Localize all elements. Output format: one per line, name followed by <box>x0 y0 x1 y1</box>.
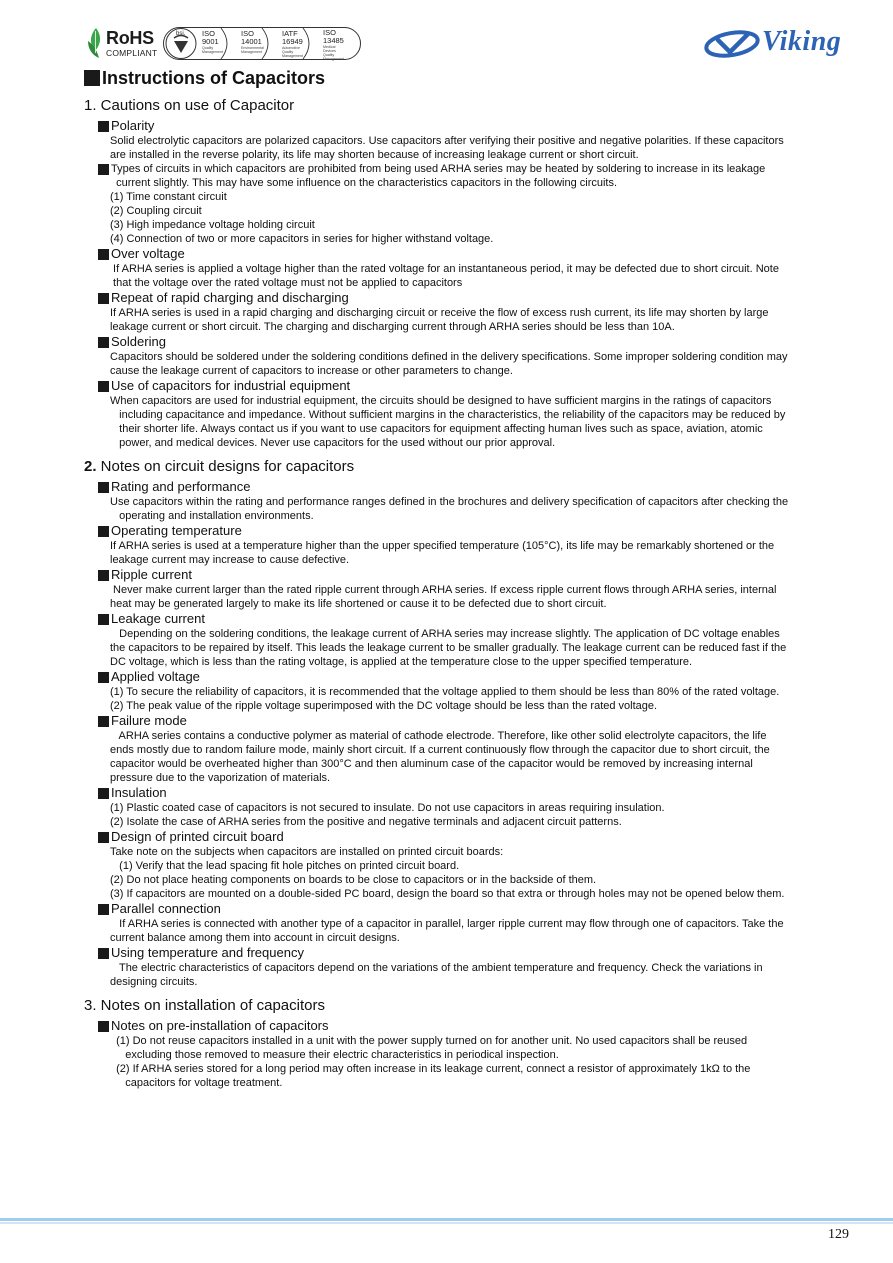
paragraph-line: (2) Coupling circuit <box>110 205 202 217</box>
paragraph <box>110 394 854 450</box>
paragraph-line: that the voltage over the rated voltage must not be applied to capacitors <box>110 277 463 289</box>
paragraph <box>110 801 854 829</box>
paragraph-line: including capacitance and impedance. Without sufficient margins in the characteristics, the reliability of the capacitors may be reduced by <box>110 409 786 421</box>
section-number: 3. <box>84 997 97 1014</box>
rohs-subtitle: COMPLIANT <box>106 48 158 58</box>
bullet-square-icon <box>98 337 109 348</box>
bullet-square-icon <box>98 121 109 132</box>
paragraph-line: If ARHA series is used at a temperature higher than the upper specified temperature (105°C), its life may be remarkably shortened or the <box>110 540 775 552</box>
bullet-square-icon <box>98 672 109 683</box>
paragraph-line: Depending on the soldering conditions, the leakage current of ARHA series may increase slightly. The application of DC voltage enables <box>110 628 780 640</box>
subsection-heading <box>98 669 854 685</box>
subsection-title: Over voltage <box>111 246 185 261</box>
subsection-title: Use of capacitors for industrial equipment <box>111 378 351 393</box>
paragraph <box>110 917 854 945</box>
paragraph-line: are installed in the reverse polarity, its life may shorten because of increasing leakage current or short circuit. <box>110 149 639 161</box>
subsection-heading <box>98 785 854 801</box>
section-number: 1. <box>84 97 97 114</box>
section-title: Notes on installation of capacitors <box>96 997 325 1014</box>
bullet-square-icon <box>98 381 109 392</box>
paragraph-line: (2) Do not place heating components on boards to be close to capacitors or in the backside of them. <box>110 874 597 886</box>
rohs-logo <box>86 27 158 61</box>
section-heading <box>84 996 854 1015</box>
paragraph-line: current slightly. This may have some influence on the characteristics capacitors in the following circuits. <box>110 177 618 189</box>
paragraph-line: Take note on the subjects when capacitors are installed on printed circuit boards: <box>110 846 504 858</box>
subsection-title: Leakage current <box>111 611 205 626</box>
viking-logo <box>704 26 854 62</box>
paragraph-line: (1) To secure the reliability of capacitors, it is recommended that the voltage applied to them should be less than 80% of the rated voltage. <box>110 686 780 698</box>
subsection-title: Applied voltage <box>111 669 200 684</box>
subsection-title: Insulation <box>111 785 167 800</box>
bullet-square-icon <box>98 904 109 915</box>
paragraph-line: their shorter life. Always contact us if you want to use capacitors for equipment affecting human lives such as space, aviation, atomic <box>110 423 763 435</box>
bullet-square-icon <box>98 249 109 260</box>
subsection-title: Rating and performance <box>111 479 251 494</box>
subsection-heading <box>98 118 854 134</box>
brand-name: Viking <box>762 26 842 57</box>
sections-container <box>84 96 854 1090</box>
subsection-title: Notes on pre-installation of capacitors <box>111 1018 329 1033</box>
paragraph <box>110 961 854 989</box>
paragraph-line: (2) The peak value of the ripple voltage superimposed with the DC voltage should be less than the rated voltage. <box>110 700 658 712</box>
paragraph <box>110 306 854 334</box>
subsection-title: Soldering <box>111 334 166 349</box>
paragraph-line: The electric characteristics of capacitors depend on the variations of the ambient temperature and frequency. Check the variations in <box>110 962 763 974</box>
paragraph-line: (1) Do not reuse capacitors installed in a unit with the power supply turned on for another unit. No used capacitors shall be reused <box>110 1035 748 1047</box>
paragraph-line: If ARHA series is connected with another type of a capacitor in parallel, larger ripple current may flow through one of capacitors. Take the <box>110 918 784 930</box>
paragraph-line: When capacitors are used for industrial equipment, the circuits should be designed to have sufficient margins in the ratings of capacitors <box>110 395 772 407</box>
section-heading <box>84 96 854 115</box>
paragraph-line: (1) Plastic coated case of capacitors is not secured to insulate. Do not use capacitors in areas requiring insulation. <box>110 802 665 814</box>
paragraph-line: the capacitors to be repaired by itself. This leads the leakage current to be smaller gradually. The leakage current can be reduced fast if the <box>110 642 787 654</box>
subsection-title: Repeat of rapid charging and discharging <box>111 290 349 305</box>
subsection-title: Design of printed circuit board <box>111 829 284 844</box>
subsection-title: Ripple current <box>111 567 192 582</box>
paragraph-line: designing circuits. <box>110 976 198 988</box>
paragraph-line: (3) High impedance voltage holding circuit <box>110 219 315 231</box>
bullet-square-icon <box>98 482 109 493</box>
viking-swirl-icon <box>704 26 764 62</box>
bullet-square-icon <box>98 293 109 304</box>
subsection-heading <box>98 611 854 627</box>
bullet-square-icon <box>98 832 109 843</box>
paragraph <box>110 495 854 523</box>
subsection-title: Parallel connection <box>111 901 221 916</box>
bullet-square-icon <box>98 716 109 727</box>
cert-iso9001: ISO 9001 Quality Management <box>202 29 223 54</box>
subsection-heading <box>98 334 854 350</box>
paragraph-line: ends mostly due to random failure mode, mainly short circuit. If a current continuously flow through the capacitor due to short circuit, the <box>110 744 770 756</box>
paragraph-line: leakage current or short circuit. The charging and discharging current through ARHA series should be less than 10A. <box>110 321 675 333</box>
paragraph-line: leakage current may increase to cause defective. <box>110 554 350 566</box>
page-title: Instructions of Capacitors <box>84 67 854 89</box>
bullet-square-icon <box>84 70 100 86</box>
paragraph-line: operating and installation environments. <box>110 510 314 522</box>
paragraph-line: Capacitors should be soldered under the soldering conditions defined in the delivery specifications. Some improper soldering condition may <box>110 351 788 363</box>
paragraph <box>110 583 854 611</box>
section-title: Cautions on use of Capacitor <box>96 97 295 114</box>
paragraph-line: current balance among them into account in circuit designs. <box>110 932 400 944</box>
bullet-square-icon <box>98 614 109 625</box>
cert-iso14001: ISO 14001 Environmental Management <box>241 29 264 54</box>
paragraph-line: (2) If ARHA series stored for a long period may often increase in its leakage current, connect a resistor of approximately 1kΩ to the <box>110 1063 751 1075</box>
cert-iso13485: ISO 13485 Medical Devices Quality Management <box>323 28 344 61</box>
subsection-title: Using temperature and frequency <box>111 945 304 960</box>
page-number: 129 <box>828 1227 849 1242</box>
paragraph <box>110 1034 854 1090</box>
subsection-heading <box>98 523 854 539</box>
paragraph <box>110 539 854 567</box>
subsection-heading <box>98 829 854 845</box>
bullet-square-icon <box>98 526 109 537</box>
page-header <box>0 0 893 66</box>
paragraph <box>110 845 854 901</box>
bullet-square-icon <box>98 948 109 959</box>
paragraph-line: If ARHA series is used in a rapid charging and discharging circuit or receive the flow of excess rush current, its life may shorten by large <box>110 307 769 319</box>
paragraph-line: excluding those removed to measure their electric characteristics in periodical inspection. <box>110 1049 559 1061</box>
paragraph-line: Use capacitors within the rating and performance ranges defined in the brochures and delivery specification of capacitors after checking the <box>110 496 789 508</box>
paragraph-line: capacitors for voltage treatment. <box>110 1077 283 1089</box>
paragraph <box>110 176 854 246</box>
subsection-heading <box>98 1018 854 1034</box>
section-title: Notes on circuit designs for capacitors <box>96 458 355 475</box>
paragraph <box>110 262 854 290</box>
subsection-heading <box>98 290 854 306</box>
subsection-heading <box>98 378 854 394</box>
bullet-square-icon <box>98 788 109 799</box>
section-number: 2. <box>84 458 97 475</box>
subsection-heading <box>98 713 854 729</box>
rohs-title: RoHS <box>106 28 154 48</box>
paragraph-line: (3) If capacitors are mounted on a double-sided PC board, design the board so that extra or through holes may not be opened below them. <box>110 888 785 900</box>
cert-iatf16949: IATF 16949 Automotive Quality Management <box>282 29 303 58</box>
paragraph-line: Solid electrolytic capacitors are polarized capacitors. Use capacitors after verifying their positive and negative polarities. If these capacitors <box>110 135 784 147</box>
paragraph-line: heat may be generated largely to make its life shortened or cause it to be defected due to short circuit. <box>110 598 607 610</box>
document-body <box>84 64 854 1090</box>
subsection-heading <box>98 945 854 961</box>
bullet-square-icon <box>98 1021 109 1032</box>
paragraph-line: capacitor would be overheated higher than 300°C and then aluminum case of the capacitor would be removed by increasing internal <box>110 758 753 770</box>
bulleted-paragraph-line: Types of circuits in which capacitors are prohibited from being used ARHA series may be heated by soldering to increase in its leakage <box>98 162 854 176</box>
paragraph <box>110 729 854 785</box>
paragraph-line: power, and medical devices. Never use capacitors for the used without our prior approval. <box>110 437 556 449</box>
subsection-heading <box>98 246 854 262</box>
paragraph-line: If ARHA series is applied a voltage higher than the rated voltage for an instantaneous period, it may be defected due to short circuit. Note <box>110 263 779 275</box>
paragraph <box>110 685 854 713</box>
paragraph <box>110 627 854 669</box>
subsection-title: Operating temperature <box>111 523 242 538</box>
bullet-square-icon <box>98 570 109 581</box>
rohs-leaf-icon <box>86 27 106 59</box>
paragraph-line: DC voltage, which is less than the rating voltage, is applied at the temperature close to the upper specified temperature. <box>110 656 693 668</box>
subsection-heading <box>98 901 854 917</box>
paragraph-line: (1) Time constant circuit <box>110 191 227 203</box>
paragraph-line: (1) Verify that the lead spacing fit hole pitches on printed circuit board. <box>110 860 460 872</box>
paragraph-line: (4) Connection of two or more capacitors in series for higher withstand voltage. <box>110 233 494 245</box>
paragraph-line: Never make current larger than the rated ripple current through ARHA series. If excess ripple current flows through ARHA series, internal <box>110 584 777 596</box>
paragraph-line: cause the leakage current of capacitors to increase or other parameters to change. <box>110 365 513 377</box>
footer-bar <box>0 1218 893 1226</box>
certification-badges <box>163 27 361 60</box>
paragraph-line: pressure due to the vaporization of materials. <box>110 772 331 784</box>
subsection-title: Failure mode <box>111 713 187 728</box>
paragraph-line: ARHA series contains a conductive polymer as material of cathode electrode. Therefore, like other solid electrolyte capacitors, the life <box>110 730 767 742</box>
bullet-square-icon <box>98 164 109 175</box>
subsection-heading <box>98 567 854 583</box>
paragraph <box>110 134 854 162</box>
subsection-title: Polarity <box>111 118 155 133</box>
cert-bsi-label: bsi. <box>176 31 186 37</box>
paragraph <box>110 350 854 378</box>
section-heading <box>84 457 854 476</box>
paragraph-line: (2) Isolate the case of ARHA series from the positive and negative terminals and adjacent circuit patterns. <box>110 816 622 828</box>
subsection-heading <box>98 479 854 495</box>
